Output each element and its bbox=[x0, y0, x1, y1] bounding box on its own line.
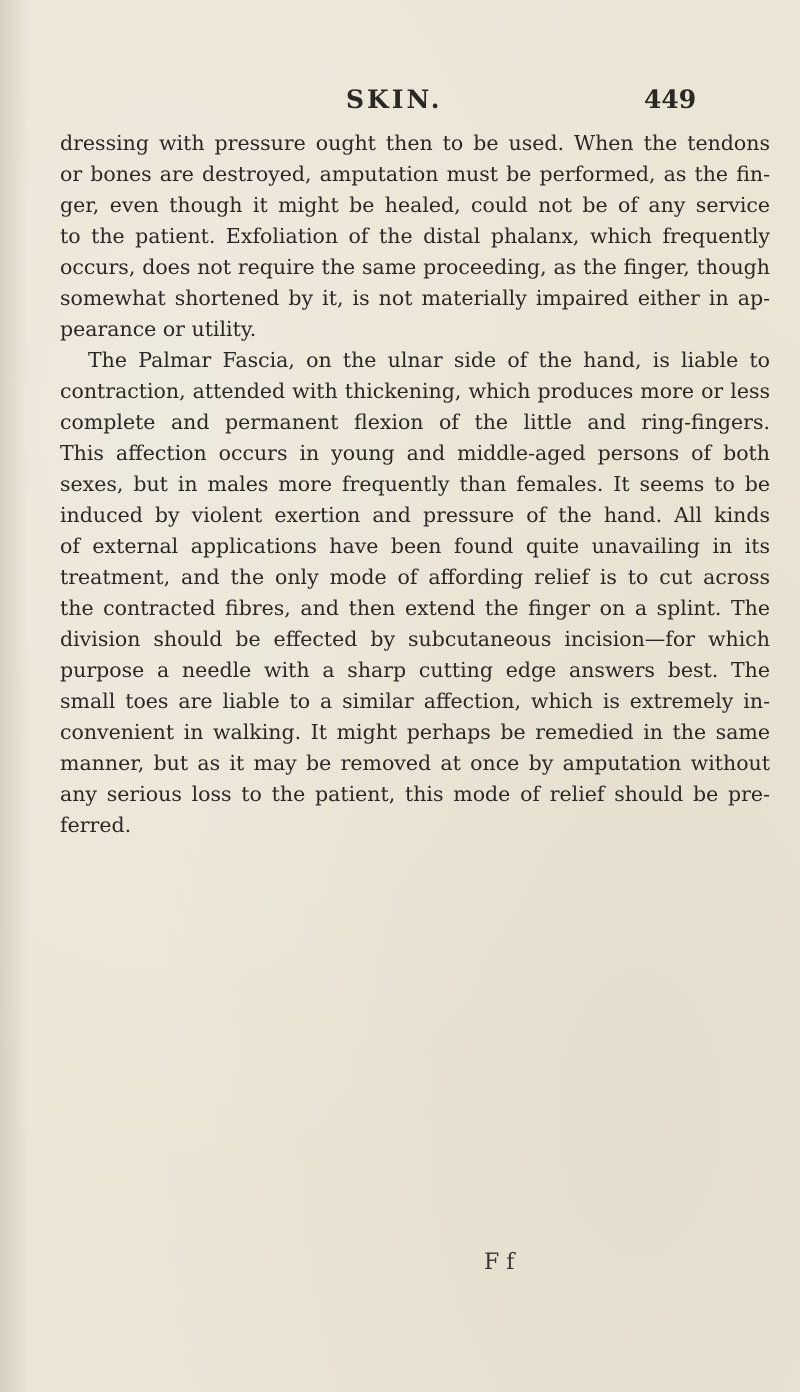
text-line: dressing with pressure ought then to be used. When the tendons bbox=[60, 131, 770, 155]
text-line: somewhat shortened by it, is not materially impaired either in ap- bbox=[60, 286, 770, 310]
text-line: purpose a needle with a sharp cutting edge answers best. The bbox=[60, 658, 770, 682]
text-line: occurs, does not require the same proceeding, as the finger, though bbox=[60, 255, 770, 279]
text-line: This affection occurs in young and middle-aged persons of both bbox=[60, 441, 770, 465]
text-line: small toes are liable to a similar affection, which is extremely in- bbox=[60, 689, 770, 713]
text-line: treatment, and the only mode of affording relief is to cut across bbox=[60, 565, 770, 589]
text-line: convenient in walking. It might perhaps be remedied in the same bbox=[60, 720, 770, 744]
running-head bbox=[30, 80, 770, 120]
text-line: induced by violent exertion and pressure of the hand. All kinds bbox=[60, 503, 770, 527]
paragraph-start-line: The Palmar Fascia, on the ulnar side of the hand, is liable to bbox=[88, 348, 770, 372]
text-line: to the patient. Exfoliation of the distal phalanx, which frequently bbox=[60, 224, 770, 248]
text-line: complete and permanent flexion of the little and ring-fingers. bbox=[60, 410, 770, 434]
text-line: or bones are destroyed, amputation must be performed, as the fin- bbox=[60, 162, 770, 186]
text-line: division should be effected by subcutaneous incision—for which bbox=[60, 627, 770, 651]
text-line: manner, but as it may be removed at once by amputation without bbox=[60, 751, 770, 775]
signature-mark: F f bbox=[484, 1250, 515, 1275]
page-gutter-shadow bbox=[0, 0, 28, 1392]
running-title: SKIN. bbox=[346, 85, 443, 114]
text-line: of external applications have been found quite unavailing in its bbox=[60, 534, 770, 558]
text-line: the contracted fibres, and then extend the finger on a splint. The bbox=[60, 596, 770, 620]
page-number: 449 bbox=[644, 85, 697, 114]
text-line: any serious loss to the patient, this mode of relief should be pre- bbox=[60, 782, 770, 806]
text-line: contraction, attended with thickening, which produces more or less bbox=[60, 379, 770, 403]
text-line: pearance or utility. bbox=[60, 317, 257, 341]
text-line: ger, even though it might be healed, could not be of any service bbox=[60, 193, 770, 217]
body-text bbox=[60, 128, 770, 841]
text-line: sexes, but in males more frequently than females. It seems to be bbox=[60, 472, 770, 496]
text-line: ferred. bbox=[60, 813, 132, 837]
